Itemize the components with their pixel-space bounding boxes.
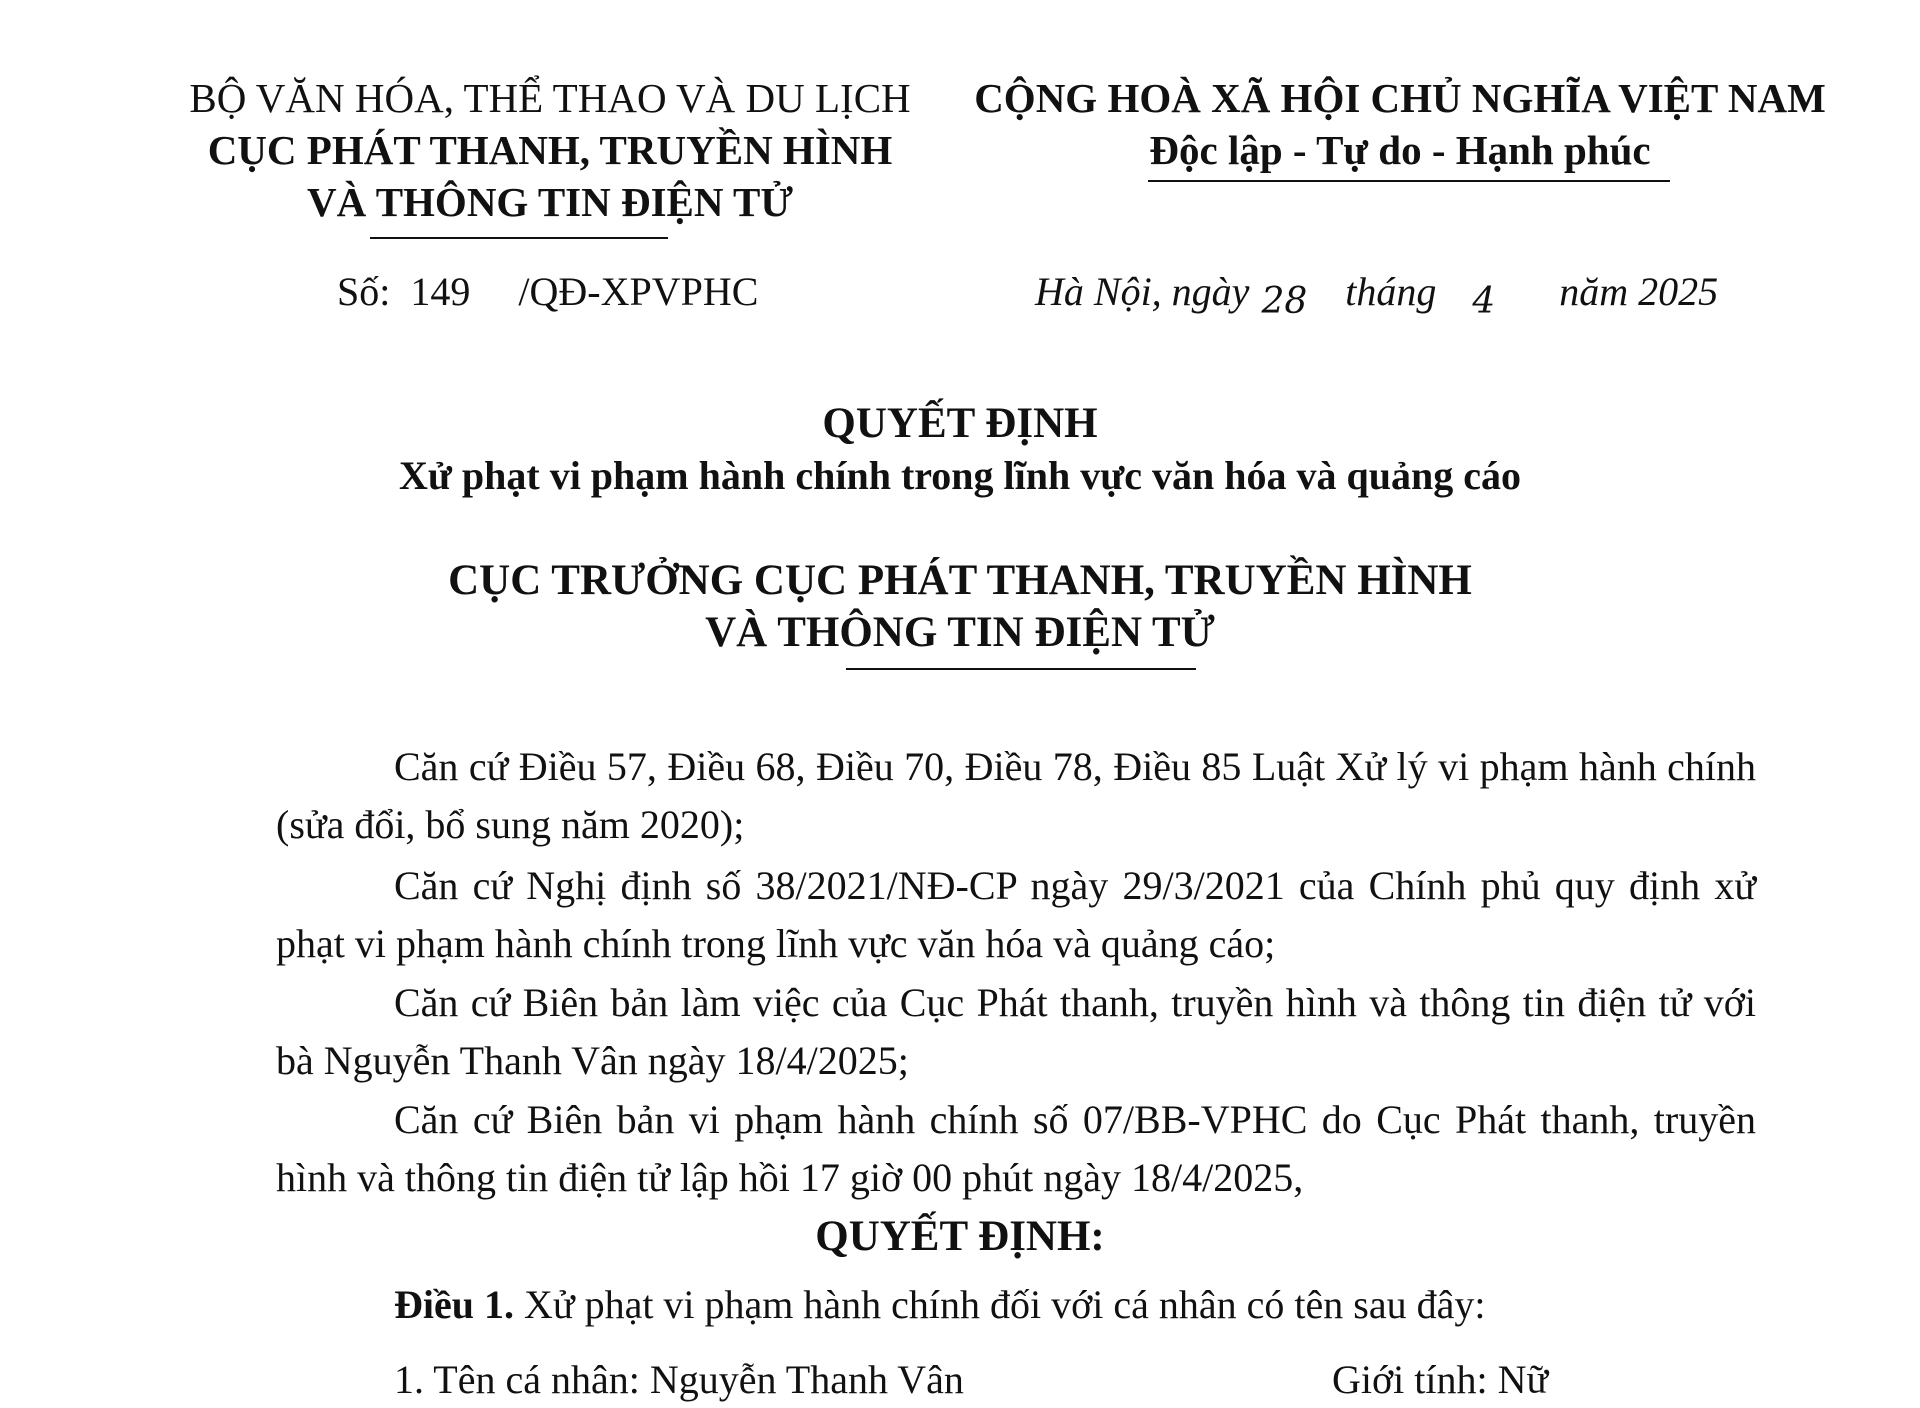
month-label: tháng (1345, 269, 1437, 314)
month-value: 4 (1472, 281, 1496, 322)
country-name: CỘNG HOÀ XÃ HỘI CHỦ NGHĨA VIỆT NAM (974, 75, 1826, 121)
issuing-agency-block (160, 72, 940, 228)
authority-underline (846, 668, 1196, 670)
agency-underline (370, 237, 668, 239)
agency-name-line1: CỤC PHÁT THANH, TRUYỀN HÌNH (207, 127, 893, 173)
national-header-block (950, 72, 1850, 176)
article-1-label: Điều 1. (394, 1282, 514, 1327)
authority-line2: VÀ THÔNG TIN ĐIỆN TỬ (705, 609, 1215, 656)
ministry-name: BỘ VĂN HÓA, THỂ THAO VÀ DU LỊCH (189, 75, 911, 121)
national-motto: Độc lập - Tự do - Hạnh phúc (1149, 127, 1651, 173)
ground-paragraph-2: Căn cứ Nghị định số 38/2021/NĐ-CP ngày 29/3/2021 của Chính phủ quy định xử phạt vi phạm hành chính trong lĩnh vực văn hóa và quảng cáo; (276, 863, 1756, 966)
decision-subtitle: Xử phạt vi phạm hành chính trong lĩnh vực văn hóa và quảng cáo (398, 453, 1522, 498)
place-date-line (1035, 267, 1719, 322)
motto-underline (1148, 180, 1670, 182)
number-suffix: /QĐ-XPVPHC (518, 269, 759, 314)
document-number (337, 267, 758, 317)
day-value: 28 (1261, 281, 1308, 322)
ground-paragraph-4: Căn cứ Biên bản vi phạm hành chính số 07/BB-VPHC do Cục Phát thanh, truyền hình và thông tin điện tử lập hồi 17 giờ 00 phút ngày 18/4/2025, (276, 1097, 1756, 1200)
individual-name: 1. Tên cá nhân: Nguyễn Thanh Vân (394, 1357, 964, 1402)
ground-paragraph-1: Căn cứ Điều 57, Điều 68, Điều 70, Điều 78, Điều 85 Luật Xử lý vi phạm hành chính (sửa đổi, bổ sung năm 2020); (276, 744, 1756, 847)
ground-paragraph-3: Căn cứ Biên bản làm việc của Cục Phát thanh, truyền hình và thông tin điện tử với bà Nguyễn Thanh Vân ngày 18/4/2025; (276, 980, 1756, 1083)
authority-line1: CỤC TRƯỞNG CỤC PHÁT THANH, TRUYỀN HÌNH (448, 557, 1472, 604)
number-value: 149 (410, 269, 471, 314)
place-day-label: Hà Nội, ngày (1035, 269, 1250, 314)
year-label: năm 2025 (1559, 269, 1719, 314)
individual-gender: Giới tính: Nữ (1332, 1357, 1549, 1402)
article-1-text: Xử phạt vi phạm hành chính đối với cá nhân có tên sau đây: (514, 1282, 1486, 1327)
decision-heading: QUYẾT ĐỊNH: (815, 1213, 1105, 1260)
decision-title: QUYẾT ĐỊNH (822, 400, 1098, 447)
article-1 (394, 1280, 1485, 1330)
number-label: Số: (337, 269, 391, 314)
agency-name-line2: VÀ THÔNG TIN ĐIỆN TỬ (306, 179, 794, 225)
